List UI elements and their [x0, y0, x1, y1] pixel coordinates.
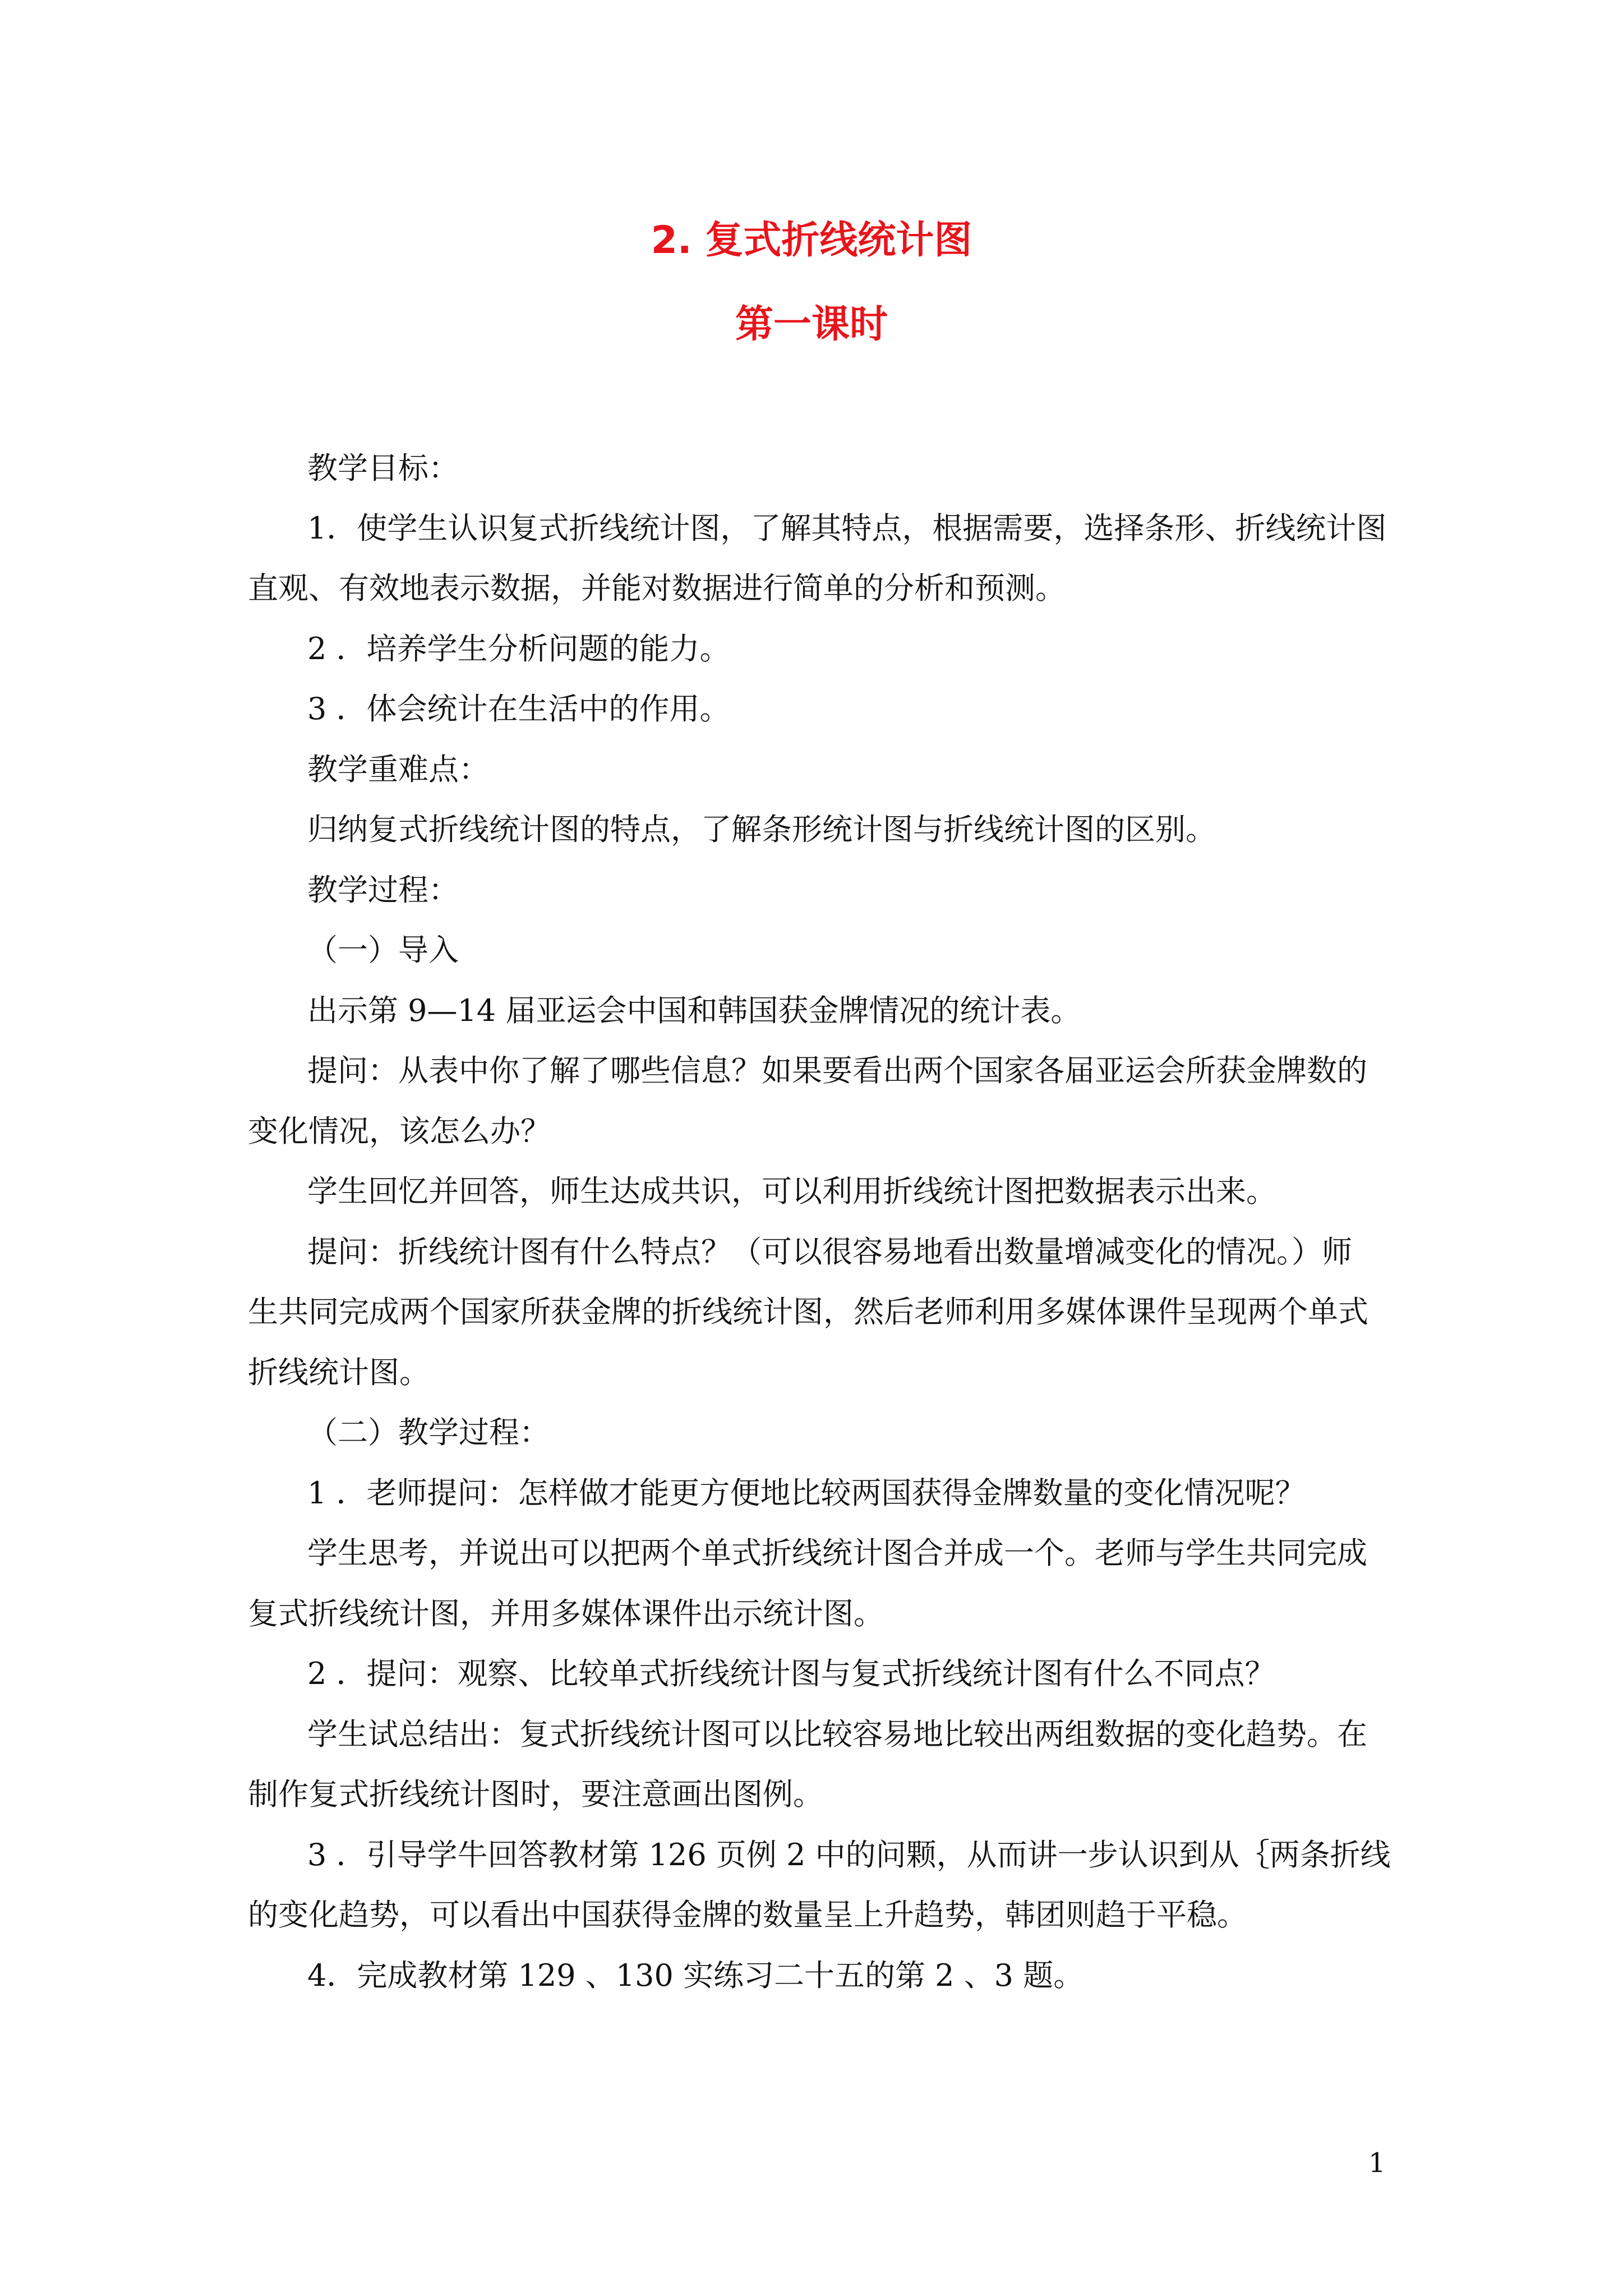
paragraph-line: 生共同完成两个国家所获金牌的折线统计图，然后老师利用多媒体课件呈现两个单式: [248, 1294, 1368, 1329]
paragraph-line: 4．完成教材第 129 、130 实练习二十五的第 2 、3 题。: [307, 1958, 1084, 1993]
section-heading-keypoints: 教学重难点：: [307, 752, 489, 787]
paragraph-line: 制作复式折线统计图时，要注意画出图例。: [248, 1777, 823, 1812]
paragraph-line: 3 ．体会统计在生活中的作用。: [307, 691, 730, 726]
paragraph-line: 学生思考，并说出可以把两个单式折线统计图合并成一个。老师与学生共同完成: [307, 1535, 1367, 1571]
paragraph-line: 2 ．培养学生分析问题的能力。: [307, 631, 730, 666]
paragraph-line: 提问：折线统计图有什么特点？（可以很容易地看出数量增减变化的情况。）师: [307, 1234, 1352, 1269]
section-heading-objectives: 教学目标：: [307, 450, 459, 486]
paragraph-line: 折线统计图。: [248, 1355, 430, 1390]
paragraph-line: 3 ．引导学牛回答教材第 126 页例 2 中的问颗，从而讲一步认识到从｛两条折线: [307, 1837, 1391, 1872]
document-title: 2. 复式折线统计图: [651, 218, 972, 263]
paragraph-line: 变化情况，该怎么办？: [248, 1114, 551, 1149]
subsection-heading: （一）导入: [307, 932, 459, 968]
paragraph-line: 出示第 9—14 届亚运会中国和韩国获金牌情况的统计表。: [307, 993, 1081, 1028]
paragraph-line: 直观、有效地表示数据，并能对数据进行简单的分析和预测。: [248, 570, 1066, 606]
page-number: 1: [1368, 2147, 1386, 2179]
paragraph-line: 的变化趋势，可以看出中国获得金牌的数量呈上升趋势，韩团则趋于平稳。: [248, 1897, 1247, 1932]
paragraph-line: 学生回忆并回答，师生达成共识，可以利用折线统计图把数据表示出来。: [307, 1174, 1276, 1209]
document-subtitle: 第一课时: [735, 302, 888, 347]
paragraph-line: 学生试总结出：复式折线统计图可以比较容易地比较出两组数据的变化趋势。在: [307, 1717, 1367, 1752]
section-heading-process: 教学过程：: [307, 872, 459, 908]
subsection-heading: （二）教学过程：: [307, 1415, 550, 1450]
paragraph-line: 提问：从表中你了解了哪些信息？如果要看出两个国家各届亚运会所获金牌数的: [307, 1053, 1367, 1088]
paragraph-line: 复式折线统计图，并用多媒体课件出示统计图。: [248, 1596, 884, 1631]
paragraph-line: 1．使学生认识复式折线统计图，了解其特点，根据需要，选择条形、折线统计图: [307, 510, 1387, 546]
paragraph-line: 2 ．提问：观察、比较单式折线统计图与复式折线统计图有什么不同点？: [307, 1656, 1275, 1691]
paragraph-line: 1 ．老师提问：怎样做才能更方便地比较两国获得金牌数量的变化情况呢？: [307, 1475, 1306, 1511]
paragraph-line: 归纳复式折线统计图的特点，了解条形统计图与折线统计图的区别。: [307, 812, 1216, 847]
